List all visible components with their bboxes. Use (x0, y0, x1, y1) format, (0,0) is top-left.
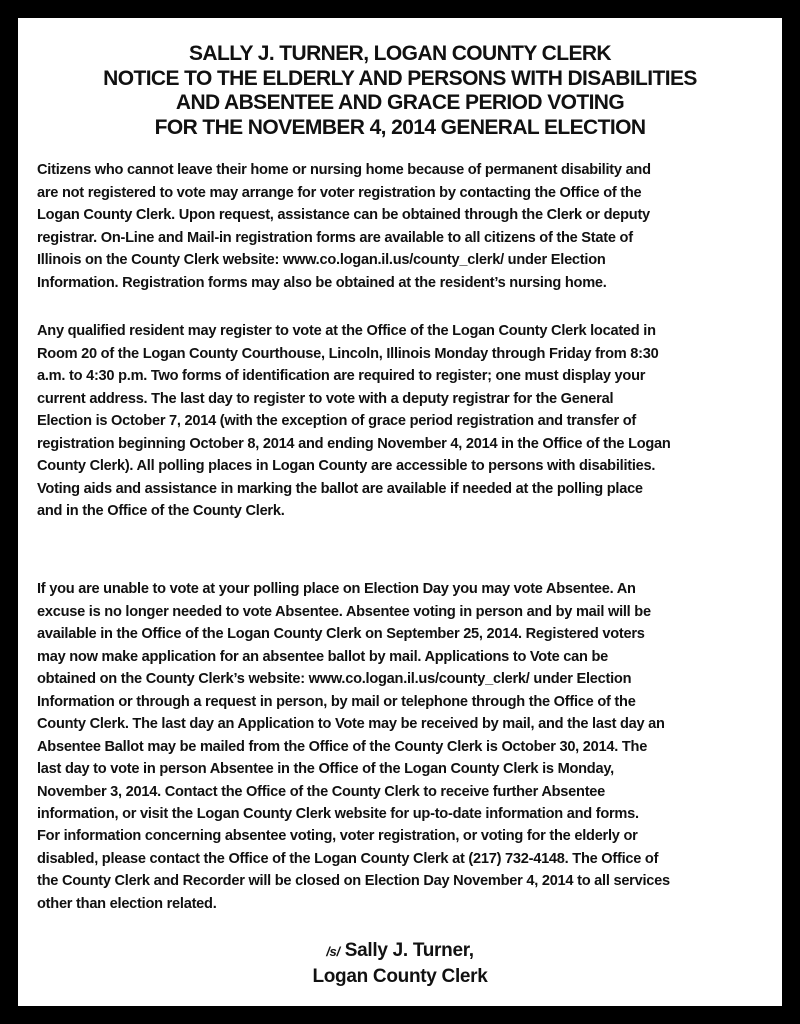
paragraph-line: registration beginning October 8, 2014 and ending November 4, 2014 in the Office of the Logan (37, 435, 671, 452)
paragraph-line: County Clerk. The last day an Application to Vote may be received by mail, and the last day an (37, 716, 665, 732)
paragraph-line: November 3, 2014. Contact the Office of the County Clerk to receive further Absentee (37, 783, 606, 800)
signature-block (18, 938, 782, 989)
paragraph-line: may now make application for an absentee ballot by mail. Applications to Vote can be (37, 648, 608, 665)
paragraph-absentee (37, 578, 767, 826)
paragraph-line: obtained on the County Clerk’s website: www.co.logan.il.us/county_clerk/ under Election (37, 671, 632, 687)
paragraph-line: the County Clerk and Recorder will be closed on Election Day November 4, 2014 to all services (37, 873, 670, 889)
signature-name: Sally J. Turner, (344, 940, 474, 961)
paragraph-line: disabled, please contact the Office of the Logan County Clerk at (217) 732-4148. The Office of (37, 850, 659, 867)
title-line: NOTICE TO THE ELDERLY AND PERSONS WITH DISABILITIES (103, 66, 697, 90)
paragraph-line: County Clerk). All polling places in Logan County are accessible to persons with disabilities. (37, 458, 656, 474)
paragraph-line: Citizens who cannot leave their home or nursing home because of permanent disability and (37, 162, 651, 178)
paragraph-line: are not registered to vote may arrange for voter registration by contacting the Office of the (37, 184, 642, 201)
paragraph-line: Illinois on the County Clerk website: www.co.logan.il.us/county_clerk/ under Election (37, 252, 606, 268)
paragraph-register-in-person (37, 320, 767, 523)
paragraph-line: Voting aids and assistance in marking the ballot are available if needed at the polling place (37, 480, 643, 497)
paragraph-line: registrar. On-Line and Mail-in registration forms are available to all citizens of the State of (37, 229, 633, 246)
paragraph-line: other than election related. (37, 895, 217, 912)
title-line: FOR THE NOVEMBER 4, 2014 GENERAL ELECTION (154, 115, 646, 139)
signature-title: Logan County Clerk (312, 966, 488, 987)
paragraph-line: Room 20 of the Logan County Courthouse, Lincoln, Illinois Monday through Friday from 8:30 (37, 345, 659, 362)
notice-page (18, 18, 782, 1006)
paragraph-line: available in the Office of the Logan County Clerk on September 25, 2014. Registered voters (37, 626, 645, 642)
paragraph-line: Any qualified resident may register to vote at the Office of the Logan County Clerk located in (37, 323, 656, 339)
paragraph-line: For information concerning absentee voting, voter registration, or voting for the elderly or (37, 828, 638, 844)
title-line: SALLY J. TURNER, LOGAN COUNTY CLERK (189, 42, 611, 65)
paragraph-registration (37, 159, 767, 294)
title-line: AND ABSENTEE AND GRACE PERIOD VOTING (175, 91, 625, 114)
paragraph-line: Election is October 7, 2014 (with the exception of grace period registration and transfer of (37, 413, 636, 429)
paragraph-line: Logan County Clerk. Upon request, assistance can be obtained through the Clerk or deputy (37, 207, 650, 223)
paragraph-line: a.m. to 4:30 p.m. Two forms of identification are required to register; one must display your (37, 368, 646, 384)
paragraph-line: information, or visit the Logan County Clerk website for up-to-date information and forms. (37, 806, 639, 822)
paragraph-line: and in the Office of the County Clerk. (37, 503, 285, 519)
paragraph-line: Absentee Ballot may be mailed from the Office of the County Clerk is October 30, 2014. The (37, 738, 648, 755)
paragraph-line: excuse is no longer needed to vote Absentee. Absentee voting in person and by mail will be (37, 603, 651, 620)
paragraph-line: current address. The last day to register to vote with a deputy registrar for the General (37, 390, 614, 407)
paragraph-line: last day to vote in person Absentee in the Office of the Logan County Clerk is Monday, (37, 761, 614, 777)
notice-title (18, 42, 782, 140)
paragraph-line: Information or through a request in person, by mail or telephone through the Office of the (37, 693, 636, 710)
paragraph-line: If you are unable to vote at your polling place on Election Day you may vote Absentee. An (37, 581, 636, 597)
paragraph-line: Information. Registration forms may also be obtained at the resident’s nursing home. (37, 274, 607, 291)
paragraph-contact (37, 825, 767, 915)
signature-prefix: /s/ (326, 944, 340, 959)
